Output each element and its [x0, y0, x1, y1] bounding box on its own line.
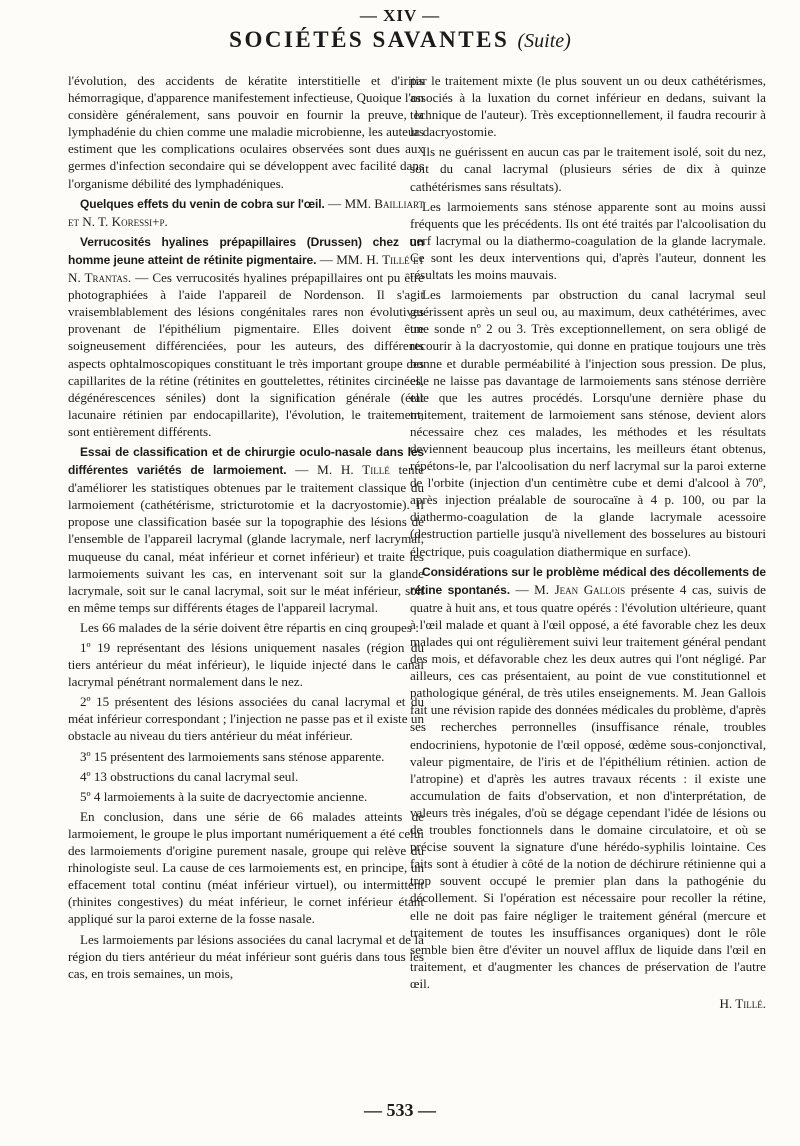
- list-item: 1º 19 représentant des lésions uniquement nasales (région du tiers antérieur du méat inférieur), le liquide injecté dans le canal lacrymal pénétrant normalement dans le nez.: [68, 640, 424, 690]
- paragraph: Les larmoiements par lésions associées du canal lacrymal et de la région du tiers antérieur du méat inférieur sont guéris dans tous les cas, en trois semaines, un mois,: [68, 931, 424, 981]
- article-title: Verrucosités hyalines prépapillaires (Drussen) chez un homme jeune atteint de rétinite pigmentaire.: [68, 234, 424, 267]
- paragraph: Ils ne guérissent en aucun cas par le traitement isolé, soit du nez, soit du canal lacrymal (plusieurs séries de dix à quinze cathétérismes sans résultats).: [410, 144, 766, 194]
- list-item: 5º 4 larmoiements à la suite de dacryectomie ancienne.: [80, 788, 368, 804]
- article-authors: — M. H. Tillé: [286, 462, 390, 478]
- article-authors: — MM. Bailliart et N. T. Koressi+p.: [68, 195, 424, 229]
- paragraph: Les larmoiements par obstruction du canal lacrymal seul guérissent après un seul ou, au maximum, deux cathétérimes, avec une sonde nº 2 ou 3. Très exceptionnellement, on sera obligé de recourir à la dacryostomie, qui donne en pratique toujours une très bonne et durable perméabilité à l'injection sous pression. De plus, elle ne laisse pas davantage de larmoiements sans sténose derrière elle que les autres procédés. Lorsqu'une dernière phase du traitement, traitement de larmoiement sans sténose, devient alors nécessaire chez ces malades, les méthodes et les résultats deviennent beaucoup plus incertains, les meilleurs étant obtenus, répétons-le, par l'alcoolisation du nerf lacrymal sur la paroi externe de l'orbite (injection d'un centimètre cube et demi d'alcool à 70º, après injection préalable de sourocaïne à 4 p. 100, ou par la diathermo-coagulation de la glande lacrymale acessoire (destruction partielle jusqu'à nivellement des bosselures au bistouri électrique, puis coagulation diathermique en surface).: [410, 287, 766, 559]
- paragraph: par le traitement mixte (le plus souvent un ou deux cathétérismes, associés à la luxation du cornet inférieur en dedans, suivant la technique de l'auteur). Très exceptionnellement, il faudra recourir à la dacryostomie.: [410, 73, 766, 140]
- article-text: — Ces verrucosités hyalines prépapillaires ont pu être photographiées à l'aide l'appareil de Nordenson. Il s'agit vraisemblablement des lésions congénitales rares non évolutives provenant de l'épithélium pigmentaire. Elles doivent être soigneusement différenciées, pour les auteurs, des différents aspects ophtalmoscopiques constituant le très important groupe des capillarites de la rétine (rétinites en gouttelettes, rétinites circinées, dégénérescences séniles) dont la signification générale (état lacunaire rétinien par endocapillarite), l'évolution, le traitement, sont entièrement différents.: [68, 270, 424, 439]
- article-text: présente 4 cas, suivis de quatre à huit ans, et tous quatre opérés : l'évolution ultérieure, quant à l'œil malade et quant à l'œil opposé, a été favorable chez les deux malades qui ont régulièrement suivi leur traitement général pendant des mois, et défavorable chez les deux autres qui l'ont négligé. Par ailleurs, ces cas présentaient, au point de vue constitutionnel et pathologique général, de très utiles enseignements. M. Jean Gallois fait une révision rapide des données médicales du problème, d'après ses recherches perronnelles (insuffisance rénale, troubles endocriniens, hypotonie de l'œil opposé, œdème sous-conjonctival, valeur pigmentaire, de l'iris et de l'épithélium rétinien. action de l'atropine) et d'après les autres travaux récents : il existe une accumulation de faits d'observation, et non d'interprétation, de valeurs très inégales, d'où se dégage cependant l'idée de lésions ou de troubles fonctionnels dans le domaine circulatoire, et où se précise souvent la signature d'une hérédo-syphilis lointaine. Ces faits sont à étudier à côté de la notion de déchirure rétinienne qui a trop souvent occupé le premier plan dans la pathogénie du décollement. Si l'opération est nécessaire pour recoller la rétine, elle ne doit pas faire négliger le traitement général (mercure et traitement de toutes les insuffisances organiques) dont le rôle semble bien être d'éviter un nouvel afflux de liquide dans l'œil en traitement, et d'augmenter les chances de préservation de l'autre œil.: [410, 581, 766, 991]
- paragraph: Les larmoiements sans sténose apparente sont au moins aussi fréquents que les précédents. Ils ont été traités par l'alcoolisation du nerf lacrymal ou la diathermo-coagulation de la glande lacrymale. Ce sont les deux interventions qui, d'après l'auteur, donnent les résultats les moins mauvais.: [410, 198, 766, 283]
- page-number: — 533 —: [364, 1100, 436, 1120]
- section-title: [0, 27, 800, 53]
- paragraph: l'évolution, des accidents de kératite interstitielle et d'iritis hémorragique, d'apparence manifestement infectieuse, Quoique l'on considère généralement, sans pouvoir en fournir la preuve, la lymphadénie du chien comme une maladie microbienne, les auteurs estiment que les complications oculaires observées sont dues aux germes d'infection secondaire qui se développent avec facilité dans l'organisme débilité des lymphadéniques.: [68, 73, 424, 191]
- list-item: 2º 15 présentent des lésions associées du canal lacrymal et du méat inférieur correspondant ; l'injection ne passe pas et il existe un obstacle au niveau du tiers antérieur du méat inférieur.: [68, 694, 424, 744]
- article-cobra: [68, 195, 424, 230]
- page-roman-numeral: — XIV —: [359, 6, 441, 25]
- list-item: 3º 15 présentent des larmoiements sans sténose apparente.: [80, 748, 385, 764]
- signature: H. Tillé.: [719, 995, 766, 1011]
- article-title: Quelques effets du venin de cobra sur l'œil.: [80, 196, 325, 211]
- article-title: Essai de classification et de chirurgie oculo-nasale dans les différentes variétés de larmoiement.: [68, 444, 424, 478]
- right-column: [410, 72, 766, 1015]
- page-header: [0, 6, 800, 53]
- article-larmoiement: [68, 443, 424, 616]
- article-text: tente d'améliorer les statistiques obtenues par le traitement classique du larmoiement (cathétérisme, stricturotomie et la dacryostomie). Il propose une classification basée sur la topographie des lésions de l'ensemble de l'appareil lacrymal (glande lacrymale, nerf lacrymal, muqueuse du canal, méat inférieur et cornet inférieur) et traite les larmoiements suivant les cas, en intervenant soit sur la glande lacrymale, soit sur le canal lacrymal, soit sur le méat inférieur, soit en même temps sur différents étages de l'appareil lacrymal.: [68, 462, 424, 615]
- article-drussen: [68, 233, 424, 440]
- section-title-text: SOCIÉTÉS SAVANTES: [229, 27, 510, 52]
- paragraph: Les 66 malades de la série doivent être répartis en cinq groupes :: [80, 619, 419, 635]
- list-item: 4º 13 obstructions du canal lacrymal seul.: [80, 768, 299, 784]
- article-authors: — M. Jean Gallois: [509, 581, 626, 597]
- article-title: Considérations sur le problème médical des décollements de rétine spontanés.: [410, 564, 766, 597]
- section-title-suffix: (Suite): [517, 30, 571, 52]
- paragraph: En conclusion, dans une série de 66 malades atteints de larmoiement, le groupe le plus important numériquement a été celui des larmoiements d'origine purement nasale, groupe qui relève du rhinologiste seul. La cause de ces larmoiements est, en principe, un effacement total continu (méat inférieur virtuel), ou intermittent (rhinites congestives) du méat inférieur, le cornet inférieur étant appliqué sur la paroi externe de la fosse nasale.: [68, 808, 424, 927]
- article-decollement: [410, 563, 766, 992]
- article-authors: — MM. H. Tillé et N. Trantas.: [68, 251, 424, 286]
- left-column: [68, 72, 424, 985]
